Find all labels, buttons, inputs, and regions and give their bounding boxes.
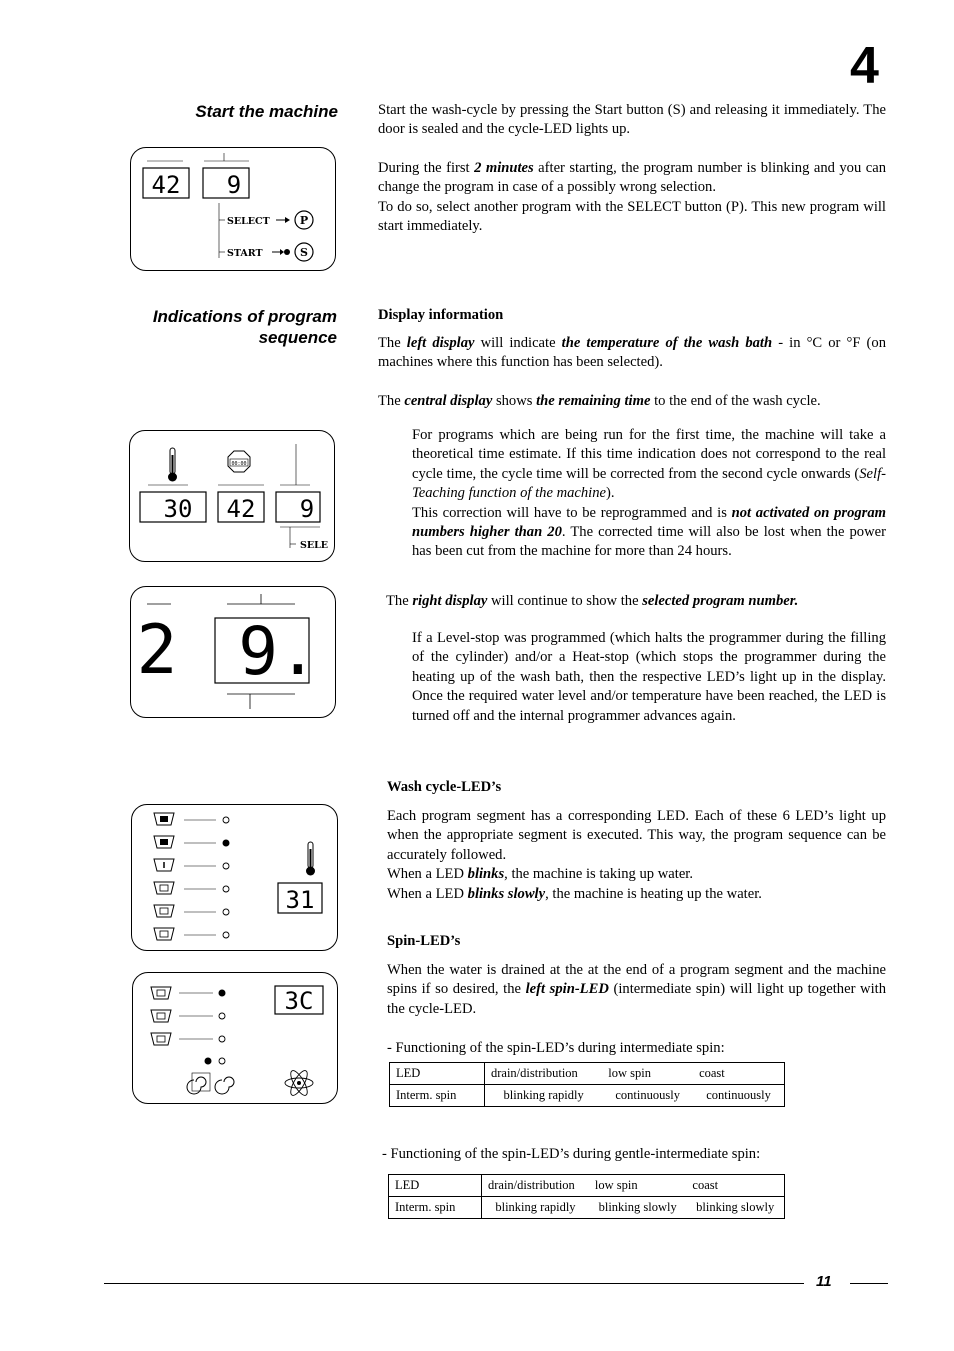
table-row [390,1085,785,1107]
chapter-number: 4 [850,37,879,95]
fig3-display-left: 2 [136,611,178,690]
tub-icon-2 [154,836,174,848]
table-cell: LED [390,1063,485,1085]
wash-led-2 [223,840,230,847]
table-cell: blinking slowly [686,1197,784,1219]
intermediate-spin-icon [187,1073,210,1094]
table-cell: blinking rapidly [485,1085,603,1107]
fig2-display-temp: 30 [163,495,193,523]
final-spin-led [219,1058,225,1064]
page-number: 11 [816,1273,832,1290]
figure-1-drawing [131,148,335,270]
wash-led-6 [223,932,229,938]
fig3-display-right: 9. [238,613,318,690]
tub-icon-5 [151,1010,171,1022]
table-cell: coast [693,1063,784,1085]
thermometer-icon [306,842,315,876]
fig1-select-label: SELECT [227,216,270,227]
indications-heading-line-2: sequence [258,328,337,347]
thermometer-icon [168,448,177,482]
table-row [389,1197,785,1219]
figure-4-drawing [132,805,337,950]
control-panel-figure-three-displays [129,430,335,562]
table-cell: blinking slowly [589,1197,687,1219]
start-led [284,249,290,255]
table-cell: drain/distribution [485,1063,603,1085]
tub-icon-4 [154,882,174,894]
self-teaching-text [412,426,886,562]
display-information-title: Display information [378,307,504,323]
tub-icon-4 [151,987,171,999]
wash-cycle-led-title: Wash cycle-LED’s [387,779,502,795]
wash-led-5 [223,909,229,915]
table-cell: continuously [602,1085,693,1107]
central-display-text: The central display shows the remaining time to the end of the wash cycle. [378,392,821,409]
spin-table-gentle-intermediate [388,1174,785,1219]
spin-table-intermediate [389,1062,785,1107]
table-header-row [389,1175,785,1197]
spin-led-text [387,961,886,1019]
fig1-start-key: S [300,246,308,259]
display-information-text [378,334,886,411]
table2-caption: - Functioning of the spin-LED’s during gentle-intermediate spin: [382,1146,761,1162]
fig1-start-label: START [227,248,263,259]
tub-icon-5 [154,905,174,917]
table-cell: drain/distribution [482,1175,589,1197]
start-paragraph-3: To do so, select another program with the SELECT button (P). This new program will start immediately. [378,198,886,235]
wash-led-4 [219,990,226,997]
wash-led-paragraph-3: When a LED blinks slowly, the machine is heating up the water. [387,885,762,902]
right-display-text [386,592,886,611]
tub-icon-1 [154,813,174,825]
table-cell: low spin [602,1063,693,1085]
tub-icon-3 [154,859,174,871]
section-heading-indications [120,306,337,348]
spin-led-paragraph: When the water is drained at the at the end of a program segment and the machine spins if so desired, the left spin-LED (intermediate spin) will light up together with the cycle-LED. [387,962,886,1017]
table-cell: continuously [693,1085,784,1107]
fig1-select-key: P [299,214,309,227]
clock-icon [228,451,250,472]
wash-led-paragraph-1: Each program segment has a corresponding LED. Each of these 6 LED’s light up when the appropriate segment is executed. This way, the program sequence can be accurately followed. [387,808,886,863]
intermediate-spin-led [205,1058,212,1065]
tub-icon-6 [151,1033,171,1045]
footer-rule-right [850,1283,888,1284]
control-panel-figure-wash-leds [131,804,338,951]
wash-led-6 [219,1036,225,1042]
fig1-display-right: 9 [226,171,242,199]
fig4-display-temp: 31 [285,886,315,914]
table-cell: low spin [589,1175,687,1197]
right-display-paragraph: The right display will continue to show the selected program number. [386,593,799,609]
control-panel-figure-select-start [130,147,336,271]
figure-3-drawing [131,587,335,717]
start-paragraph-1: Start the wash-cycle by pressing the Start button (S) and releasing it immediately. The door is sealed and the cycle-LED lights up. [378,102,886,138]
figure-2-drawing [130,431,334,561]
figure-5-drawing [133,973,337,1103]
footer-rule-left [104,1283,804,1284]
table1-caption: - Functioning of the spin-LED’s during intermediate spin: [387,1040,725,1056]
table-cell: blinking rapidly [482,1197,589,1219]
fig2-display-prog: 9 [299,495,315,523]
wash-led-paragraph-2: When a LED blinks, the machine is taking up water. [387,866,693,883]
spin-led-title: Spin-LED’s [387,933,461,949]
indications-heading-line-1: Indications of program [152,307,337,326]
table-cell: Interm. spin [390,1085,485,1107]
start-text [378,101,886,236]
final-spin-icon [215,1077,234,1094]
level-stop-text: If a Level-stop was programmed (which halts the programmer during the filling of the cylinder) and/or a Heat-stop (which stops the programmer during the heating up of the wash bath, then the respective LED’s light up in the display. Once the required water level and/or temperature have been reached, the LED is turned off and the internal programmer advances again. [412,630,886,724]
fig2-clock-text: 00:00 [231,461,247,467]
wash-led-5 [219,1013,225,1019]
table-cell: LED [389,1175,482,1197]
tub-icon-6 [154,928,174,940]
table-cell: coast [686,1175,784,1197]
wash-led-4 [223,886,229,892]
correction-paragraph: This correction will have to be reprogrammed and is not activated on program numbers higher than 20. The corrected time will also be lost when the power has been cut from the machine for more than 24 hours. [412,504,886,560]
left-display-text: The left display will indicate the temperature of the wash bath - in °C or °F (on machines where this function has been selected). [378,335,886,371]
control-panel-figure-spin-leds [132,972,338,1104]
wash-segment-icons [154,813,174,940]
table-cell: Interm. spin [389,1197,482,1219]
control-panel-figure-large-display [130,586,336,718]
fig5-display-temp: 3C [284,987,314,1015]
fig2-sele-label: SELE [300,540,329,551]
self-teaching-paragraph: For programs which are being run for the first time, the machine will take a theoretical time estimate. If this time indication does not correspond to the real cycle time, the cycle time will be corrected from the second cycle onwards (Self-Teaching function of the machine). [412,427,886,502]
gentle-action-icon [285,1068,313,1097]
wash-led-3 [223,863,229,869]
start-paragraph-2: During the first 2 minutes after starting, the program number is blinking and you can change the program in case of a possibly wrong selection. [378,159,886,196]
wash-cycle-led-text [387,807,886,904]
fig1-display-left: 42 [151,171,181,199]
fig2-display-time: 42 [226,495,256,523]
table-header-row [390,1063,785,1085]
wash-led-1 [223,817,229,823]
section-heading-start: Start the machine [195,102,338,121]
